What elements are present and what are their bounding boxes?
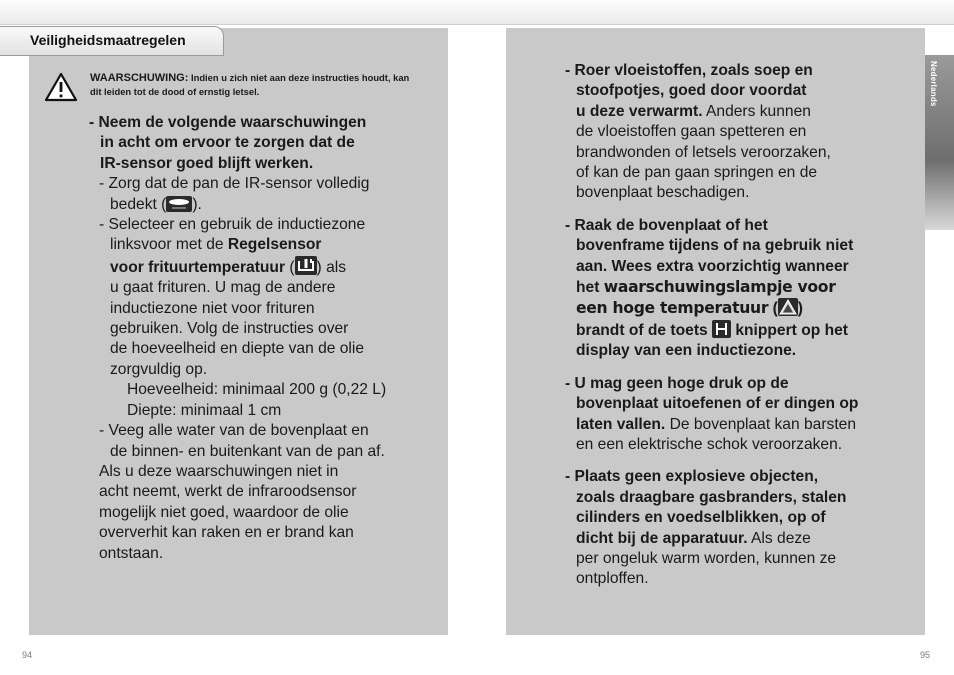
- fry-sensor-icon: [295, 256, 317, 275]
- left-bullets: [99, 174, 429, 564]
- section-tab: [0, 26, 224, 56]
- bullet-select-zone: - Selecteer en gebruik de inductiezone linksvoor met de Regelsensor voor frituurtemperatuur ( ) als u gaat frituren. U mag de andere inductiezone niet voor frituren gebruiken. Volg de instructies over de hoeveelheid en diepte van de olie zorgvuldig op. Hoeveelheid: minimaal 200 g (0,22 L) Diepte: minimaal 1 cm: [99, 215, 429, 421]
- right-item-no-explosives: - Plaats geen explosieve objecten, zoals draagbare gasbranders, stalen cilinders en voedselblikken, op of dicht bij de apparatuur. Als deze per ongeluk warm worden, kunnen ze ontploffen.: [565, 468, 847, 588]
- bullet-wipe-water: - Veeg alle water van de bovenplaat en de binnen- en buitenkant van de pan af.: [99, 422, 385, 460]
- language-tab: [925, 55, 954, 230]
- bullet-ir-cover: - Zorg dat de pan de IR-sensor volledig bedekt ( ).: [99, 175, 370, 213]
- left-heading: - Neem de volgende waarschuwingen in acht om ervoor te zorgen dat de IR-sensor goed blijft werken.: [89, 114, 367, 172]
- hot-surface-warning-icon: [778, 298, 798, 316]
- right-item-stir-liquids: - Roer vloeistoffen, zoals soep en stoofpotjes, goed door voordat u deze verwarmt. Anders kunnen de vloeistoffen gaan spetteren en brandwonden of letsels veroorzaken, of kan de pan gaan springen en de bovenplaat beschadigen.: [565, 62, 831, 202]
- left-column: [89, 113, 429, 564]
- ir-sensor-icon: [166, 196, 192, 212]
- oil-depth: Diepte: minimaal 1 cm: [127, 401, 282, 419]
- right-item-hot-surface: - Raak de bovenplaat of het bovenframe tijdens of na gebruik niet aan. Wees extra voorzichtig wanneer het waarschuwingslampje voor een hoge temperatuur ( ) brandt of de toets knippert op het display van een inductiezone.: [565, 216, 854, 360]
- top-bar: [0, 0, 954, 25]
- language-tab-label: Nederlands: [929, 61, 938, 107]
- warning-text: [90, 71, 410, 98]
- oil-amount: Hoeveelheid: minimaal 200 g (0,22 L): [127, 381, 387, 399]
- warning-body: Indien u zich niet aan deze instructies houdt, kan dit leiden tot de dood of ernstig letsel.: [90, 72, 410, 97]
- right-item-no-pressure: - U mag geen hoge druk op de bovenplaat uitoefenen of er dingen op laten vallen. De bovenplaat kan barsten en een elektrische schok veroorzaken.: [565, 374, 859, 453]
- right-column: [565, 61, 895, 590]
- warning-label: WAARSCHUWING:: [90, 72, 189, 84]
- page-number-left: 94: [22, 650, 33, 660]
- closing-paragraph: Als u deze waarschuwingen niet in acht neemt, werkt de infraroodsensor mogelijk niet goed, waardoor de olie oververhit kan raken en er brand kan ontstaan.: [99, 462, 357, 562]
- warning-triangle-icon: [44, 72, 78, 102]
- h-key-icon: [712, 320, 731, 338]
- page-number-right: 95: [920, 650, 931, 660]
- section-title: Veiligheidsmaatregelen: [30, 32, 186, 48]
